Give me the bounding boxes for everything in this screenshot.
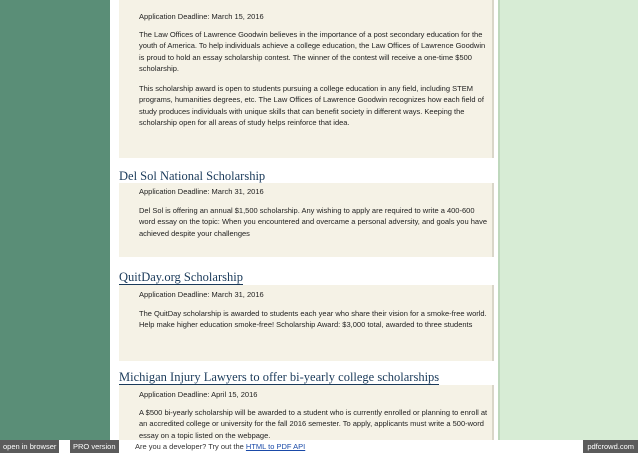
scholarship-title-link[interactable]: Del Sol National Scholarship <box>119 169 266 183</box>
entry-paragraph: The QuitDay scholarship is awarded to students each year who share their vision for a smoke-free world. Help make higher education smoke-free! Scholarship Award: $3,000 total, awarded to three students <box>139 309 487 330</box>
pro-version-button[interactable]: PRO version <box>70 440 119 453</box>
right-sidebar-edge <box>498 0 500 453</box>
pdfcrowd-brand-button[interactable]: pdfcrowd.com <box>583 440 638 453</box>
left-sidebar <box>0 0 110 453</box>
right-sidebar <box>498 0 638 453</box>
entry-paragraph: A $500 bi-yearly scholarship will be awarded to a student who is currently enrolled or planning to enroll at an accredited college or university for the fall 2016 semester. To apply, applicants must write a 500-word essay on a topic listed on the webpage. <box>139 408 488 440</box>
application-deadline: Application Deadline: March 31, 2016 <box>139 187 264 196</box>
html-to-pdf-api-link[interactable]: HTML to PDF API <box>245 442 306 451</box>
entry-paragraph: Del Sol is offering an annual $1,500 scholarship. Any wishing to apply are required to write a 400-600 word essay on the topic: When you encountered and overcame a personal adversity, and goals you have achieved despite your challenges <box>139 206 487 238</box>
pdfcrowd-footer <box>0 440 638 453</box>
open-in-browser-button[interactable]: open in browser <box>0 440 59 453</box>
scholarship-entry <box>119 0 494 158</box>
developer-prompt <box>135 440 305 453</box>
entry-paragraph: This scholarship award is open to students pursuing a college education in any field, including STEM programs, humanities degrees, etc. The Law Offices of Lawrence Goodwin recognizes how each field of study produces individuals with unique skills that can benefit society in different ways. Keeping the scholarship open for all areas of study helps reinforce that idea. <box>139 84 484 127</box>
scholarship-title-link[interactable]: QuitDay.org Scholarship <box>119 270 243 284</box>
entry-paragraph: The Law Offices of Lawrence Goodwin believes in the importance of a post secondary education for the youth of America. To help individuals achieve a college education, the Law Offices of Lawrence Goodwin is proud to hold an essay scholarship contest. The winner of the contest will receive a one-time $500 scholarship. <box>139 30 486 73</box>
scholarship-title-link[interactable]: Michigan Injury Lawyers to offer bi-yearly college scholarships <box>119 370 440 384</box>
application-deadline: Application Deadline: March 15, 2016 <box>139 12 264 21</box>
application-deadline: Application Deadline: March 31, 2016 <box>139 290 264 299</box>
developer-prompt-text: Are you a developer? Try out the <box>135 442 244 451</box>
application-deadline: Application Deadline: April 15, 2016 <box>139 390 258 399</box>
